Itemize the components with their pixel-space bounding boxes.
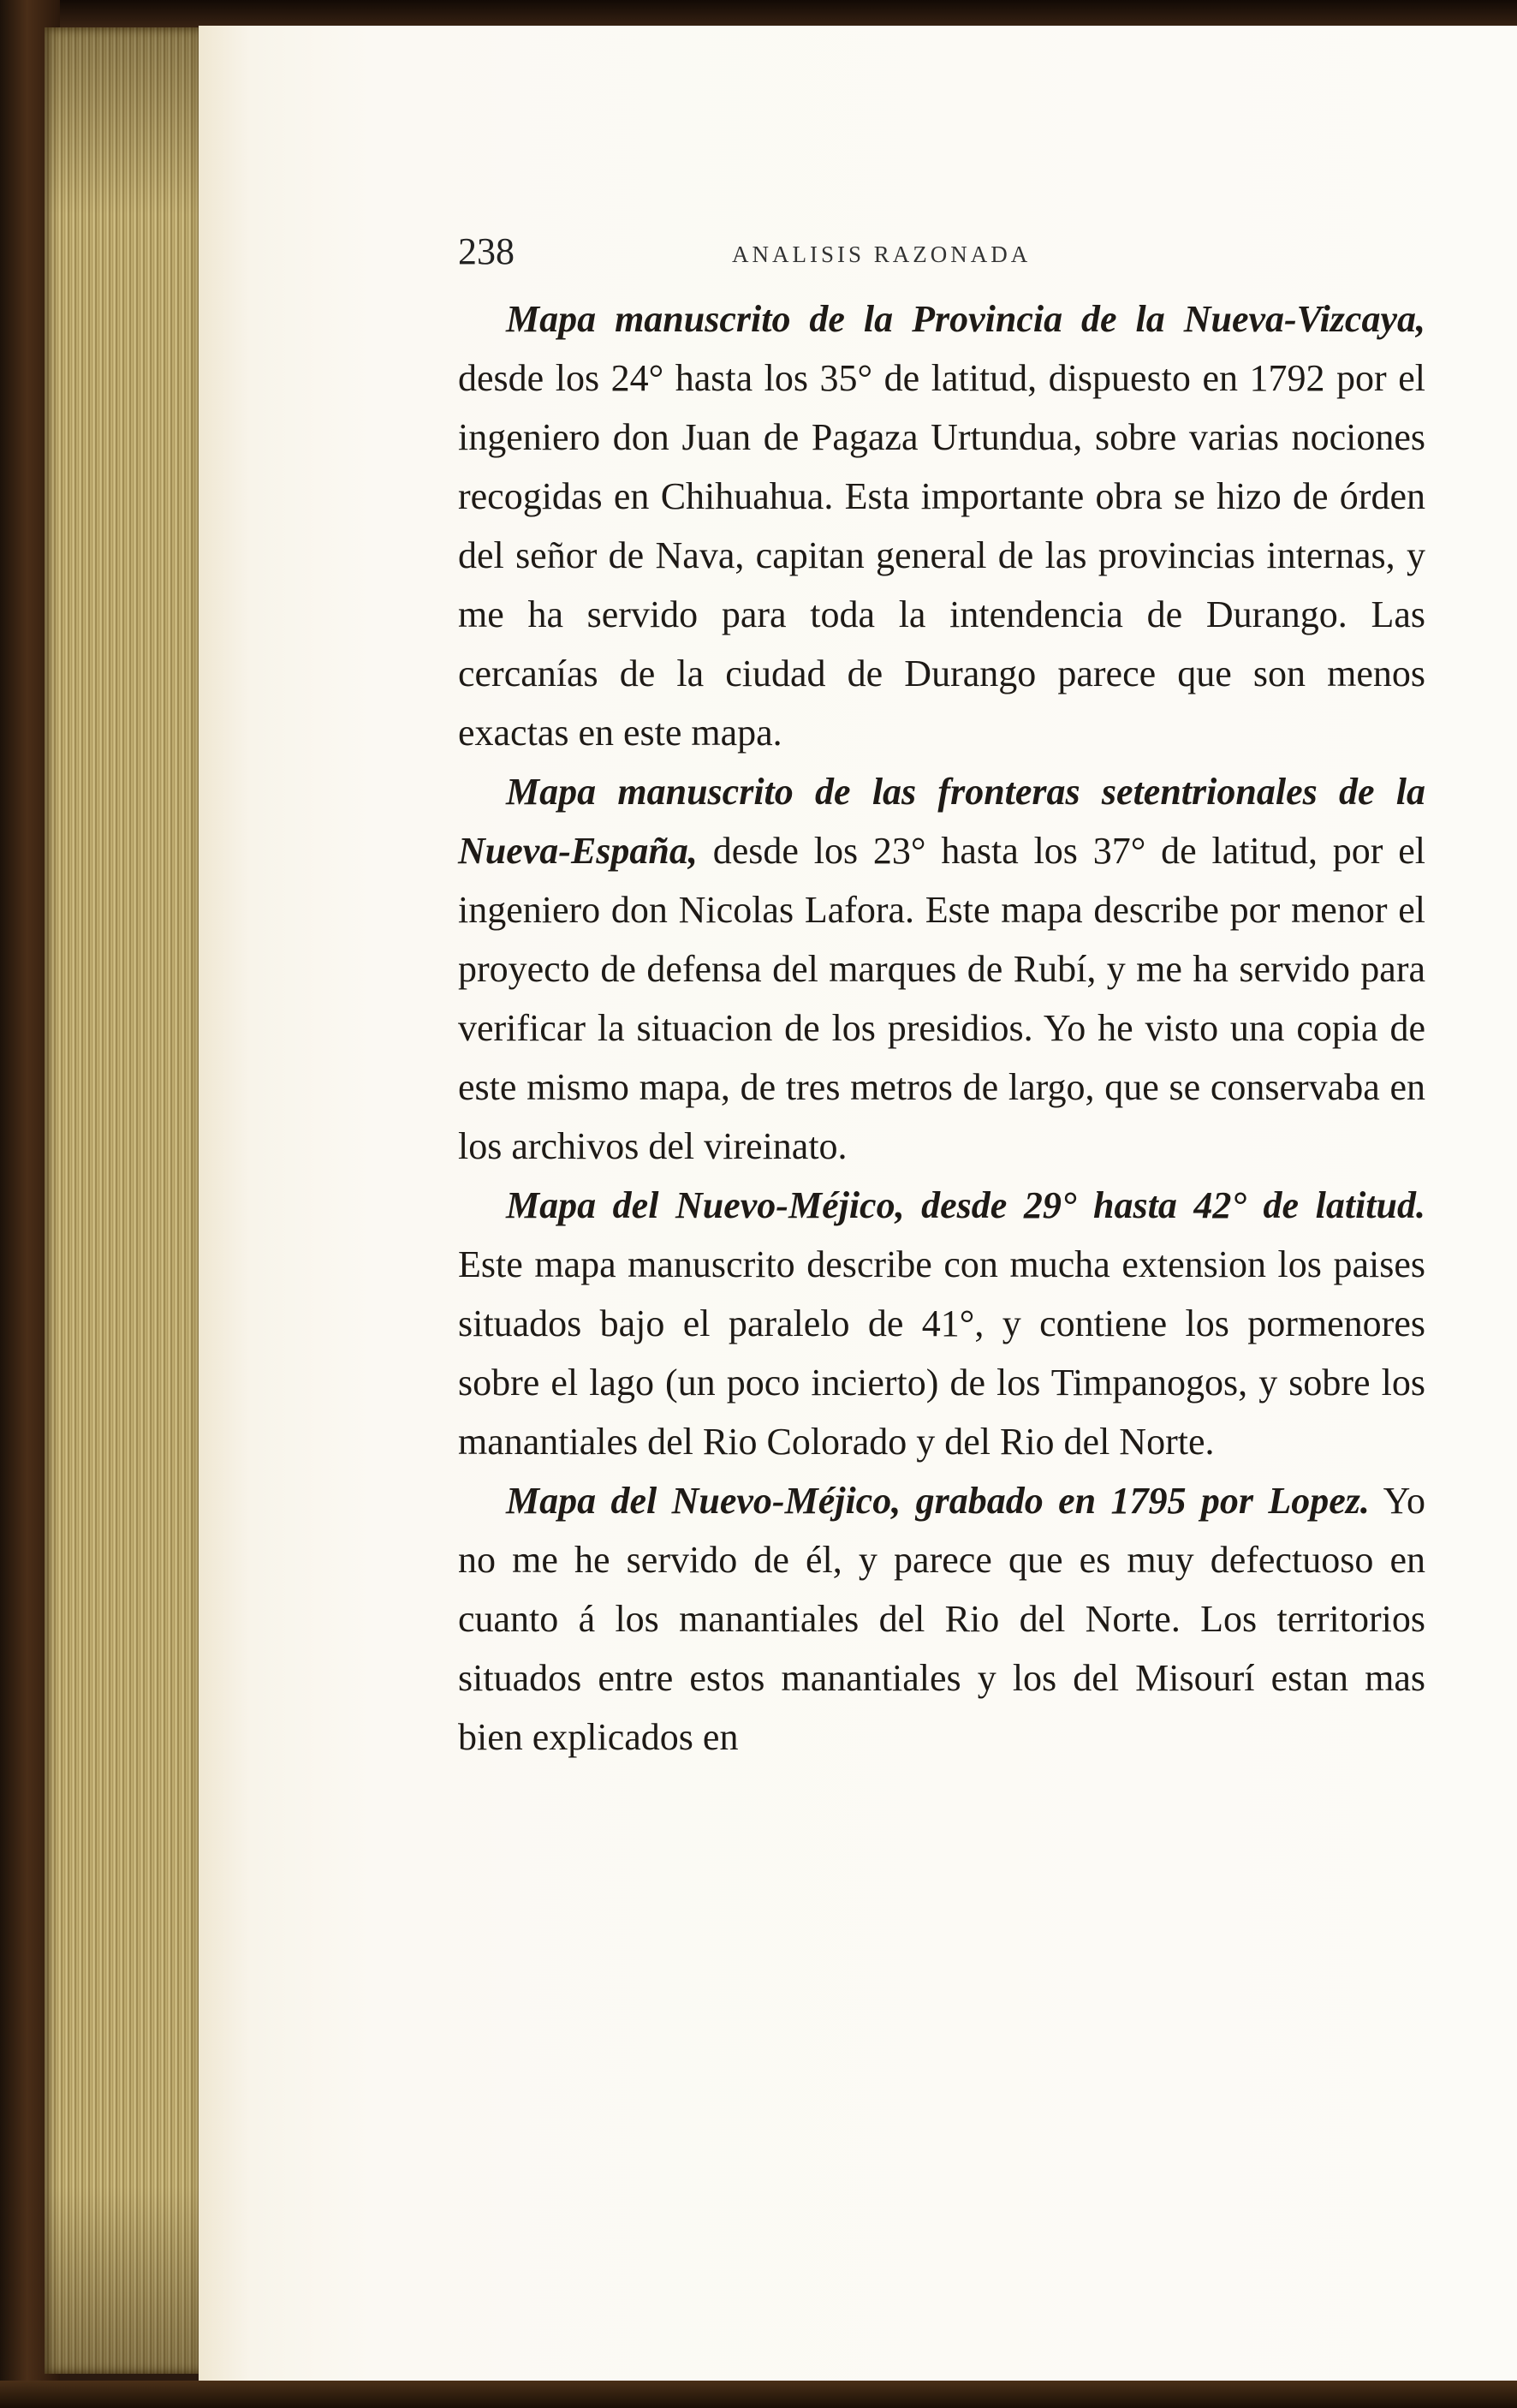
map-title: Mapa del Nuevo-Méjico, desde 29° hasta 42° de latitud. xyxy=(506,1184,1425,1226)
paragraph-fronteras xyxy=(458,762,1425,1176)
page-number: 238 xyxy=(458,230,515,272)
body-text xyxy=(458,289,1425,1767)
book-binding-bottom xyxy=(0,2381,1517,2408)
paragraph-body: Este mapa manuscrito describe con mucha extension los paises situados bajo el paralelo de 41°, y contiene los pormenores sobre el lago (un poco incierto) de los Timpanogos, y sobre los manantiales del Rio Colorado y del Rio del Norte. xyxy=(458,1243,1425,1463)
page-text-block xyxy=(458,229,1425,1767)
page-edges-gilt xyxy=(45,27,207,2374)
map-title: Mapa del Nuevo-Méjico, grabado en 1795 por Lopez. xyxy=(506,1480,1370,1522)
page-header xyxy=(458,229,1425,289)
map-title: Mapa manuscrito de las fronteras setentrionales de la Nueva-España, xyxy=(458,771,1425,872)
map-title: Mapa manuscrito de la Provincia de la Nueva-Vizcaya, xyxy=(506,298,1425,340)
paragraph-lopez xyxy=(458,1471,1425,1767)
paragraph-body: Yo no me he servido de él, y parece que es muy defectuoso en cuanto á los manantiales del Rio del Norte. Los territorios situados entre estos manantiales y los del Misourí estan mas bien explicados en xyxy=(458,1480,1425,1758)
paragraph-body: desde los 24° hasta los 35° de latitud, dispuesto en 1792 por el ingeniero don Juan de Pagaza Urtundua, sobre varias nociones recogidas en Chihuahua. Esta importante obra se hizo de órden del señor de Nava, capitan general de las provincias internas, y me ha servido para toda la intendencia de Durango. Las cercanías de la ciudad de Durango parece que son menos exactas en este mapa. xyxy=(458,357,1425,754)
paragraph-nuevo-mejico xyxy=(458,1176,1425,1471)
book-binding-top xyxy=(0,0,1517,29)
running-title: ANALISIS RAZONADA xyxy=(732,241,1032,267)
paragraph-nueva-vizcaya xyxy=(458,289,1425,762)
paragraph-body: desde los 23° hasta los 37° de latitud, por el ingeniero don Nicolas Lafora. Este mapa describe por menor el proyecto de defensa del marques de Rubí, y me ha servido para verificar la situacion de los presidios. Yo he visto una copia de este mismo mapa, de tres metros de largo, que se conservaba en los archivos del vireinato. xyxy=(458,830,1425,1167)
